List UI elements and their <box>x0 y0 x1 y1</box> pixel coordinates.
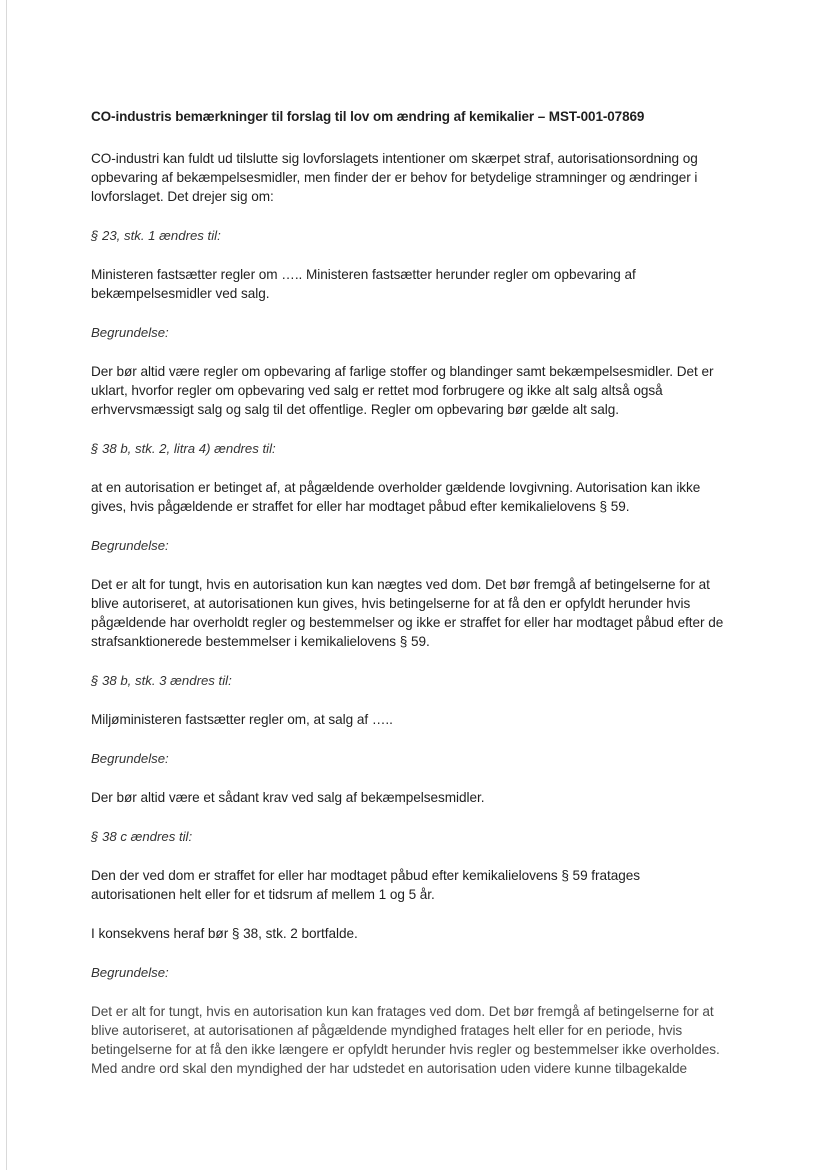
justification-heading: Begrundelse: <box>91 538 169 553</box>
text-line: Der bør altid være regler om opbevaring af farlige stoffer og blandinger samt bekæmpelsesmidler. Det er <box>91 364 714 379</box>
proposal-paragraph <box>91 710 781 729</box>
text-line: CO-industri kan fuldt ud tilslutte sig lovforslagets intentioner om skærpet straf, autorisationsordning og <box>91 151 698 166</box>
text-line: Den der ved dom er straffet for eller har modtaget påbud efter kemikalielovens § 59 fratages <box>91 868 641 883</box>
justification-paragraph <box>91 1002 781 1078</box>
proposal-paragraph <box>91 478 781 516</box>
text-line: at en autorisation er betinget af, at pågældende overholder gældende lovgivning. Autorisation kan ikke <box>91 480 701 495</box>
justification-paragraph <box>91 788 781 807</box>
text-line: Ministeren fastsætter regler om ….. Ministeren fastsætter herunder regler om opbevaring af <box>91 267 636 282</box>
proposal-paragraph <box>91 866 781 904</box>
section-heading-38b-stk3: § 38 b, stk. 3 ændres til: <box>91 673 232 688</box>
justification-heading: Begrundelse: <box>91 751 169 766</box>
text-line: Med andre ord skal den myndighed der har udstedet en autorisation uden videre kunne tilbagekalde <box>91 1061 687 1076</box>
text-line: erhvervsmæssigt salg og salg til det offentlige. Regler om opbevaring bør gælde alt salg. <box>91 402 619 417</box>
text-line: strafsanktionerede bestemmelser i kemikalielovens § 59. <box>91 634 430 649</box>
text-line: pågældende har overholdt regler og bestemmelser og ikke er straffet for eller har modtaget påbud efter de <box>91 615 724 630</box>
intro-paragraph <box>91 149 781 206</box>
section-heading-38b-stk2: § 38 b, stk. 2, litra 4) ændres til: <box>91 441 276 456</box>
justification-heading: Begrundelse: <box>91 325 169 340</box>
document-page <box>91 108 781 1098</box>
text-line: Det er alt for tungt, hvis en autorisation kun kan fratages ved dom. Det bør fremgå af betingelserne for at <box>91 1004 714 1019</box>
text-line: I konsekvens heraf bør § 38, stk. 2 bortfalde. <box>91 926 358 941</box>
consequence-paragraph <box>91 924 781 943</box>
text-line: opbevaring af bekæmpelsesmidler, men finder der er behov for betydelige stramninger og ændringer i <box>91 170 698 185</box>
proposal-paragraph <box>91 265 781 303</box>
text-line: bekæmpelsesmidler ved salg. <box>91 286 270 301</box>
text-line: uklart, hvorfor regler om opbevaring ved salg er rettet mod forbrugere og ikke alt salg altså også <box>91 383 663 398</box>
text-line: lovforslaget. Det drejer sig om: <box>91 189 274 204</box>
text-line: gives, hvis pågældende er straffet for eller har modtaget påbud efter kemikalielovens § 59. <box>91 499 630 514</box>
text-line: betingelserne for at få den ikke længere er opfyldt herunder hvis regler og bestemmelser ikke overholdes. <box>91 1042 720 1057</box>
justification-paragraph <box>91 362 781 419</box>
text-line: blive autoriseret, at autorisationen af pågældende myndighed fratages helt eller for en periode, hvis <box>91 1023 683 1038</box>
section-heading-23-stk1: § 23, stk. 1 ændres til: <box>91 228 221 243</box>
justification-heading: Begrundelse: <box>91 965 169 980</box>
justification-paragraph <box>91 575 781 651</box>
text-line: Miljøministeren fastsætter regler om, at salg af ….. <box>91 712 393 727</box>
text-line: blive autoriseret, at autorisationen kun gives, hvis betingelserne for at få den er opfyldt herunder hvis <box>91 596 691 611</box>
section-heading-38c: § 38 c ændres til: <box>91 829 193 844</box>
scan-edge-line <box>6 0 7 1170</box>
text-line: Det er alt for tungt, hvis en autorisation kun kan nægtes ved dom. Det bør fremgå af betingelserne for at <box>91 577 710 592</box>
text-line: Der bør altid være et sådant krav ved salg af bekæmpelsesmidler. <box>91 790 485 805</box>
text-line: autorisationen helt eller for et tidsrum af mellem 1 og 5 år. <box>91 887 435 902</box>
document-title: CO-industris bemærkninger til forslag til lov om ændring af kemikalier – MST-001-07869 <box>91 109 645 124</box>
